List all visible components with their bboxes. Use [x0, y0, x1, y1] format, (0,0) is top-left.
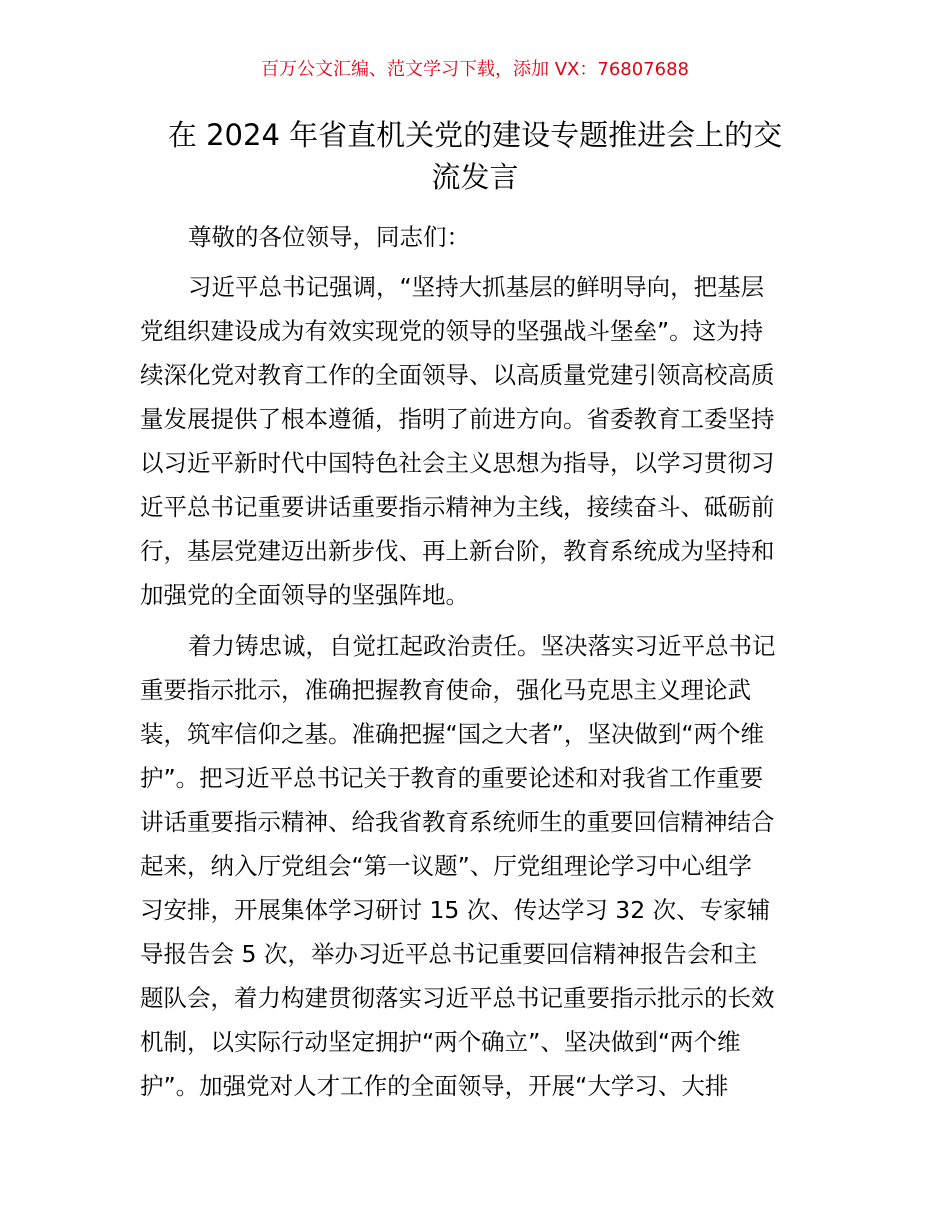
paragraph-line: 重要指示批示，准确把握教育使命，强化马克思主义理论武: [140, 676, 751, 704]
paragraph-line: 护”。加强党对人才工作的全面领导，开展“大学习、大排: [140, 1072, 729, 1100]
paragraph-line: 起来，纳入厅党组会“第一议题”、厅党组理论学习中心组学: [140, 852, 752, 880]
page-title: [140, 114, 810, 198]
paragraph-line: 以习近平新时代中国特色社会主义思想为指导，以学习贯彻习: [140, 449, 775, 477]
paragraph-line: 题队会，着力构建贯彻落实习近平总书记重要指示批示的长效: [140, 984, 775, 1012]
paragraph-line: 近平总书记重要讲话重要指示精神为主线，接续奋斗、砥砺前: [140, 493, 775, 521]
salutation: 尊敬的各位领导，同志们：: [188, 223, 470, 251]
paragraph-line: 加强党的全面领导的坚强阵地。: [140, 581, 469, 609]
title-line-2: 流发言: [431, 160, 519, 194]
paragraph-line: 党组织建设成为有效实现党的领导的坚强战斗堡垒”。这为持: [140, 317, 764, 345]
paragraph-line: 导报告会 5 次，举办习近平总书记重要回信精神报告会和主: [140, 940, 758, 968]
paragraph-line: 续深化党对教育工作的全面领导、以高质量党建引领高校高质: [140, 361, 775, 389]
title-line-1: 在 2024 年省直机关党的建设专题推进会上的交: [167, 118, 783, 152]
paragraph-line: 机制，以实际行动坚定拥护“两个确立”、坚决做到“两个维: [140, 1028, 741, 1056]
paragraph-line: 量发展提供了根本遵循，指明了前进方向。省委教育工委坚持: [140, 405, 775, 433]
paragraph-line: 讲话重要指示精神、给我省教育系统师生的重要回信精神结合: [140, 808, 775, 836]
paragraph-line: 护”。把习近平总书记关于教育的重要论述和对我省工作重要: [140, 764, 764, 792]
download-watermark-note: 百万公文汇编、范文学习下载，添加 VX：76807688: [261, 59, 689, 80]
paragraph-line: 行，基层党建迈出新步伐、再上新台阶，教育系统成为坚持和: [140, 537, 775, 565]
paragraph-line: 装，筑牢信仰之基。准确把握“国之大者”，坚决做到“两个维: [140, 720, 765, 748]
paragraph-line: 着力铸忠诚，自觉扛起政治责任。坚决落实习近平总书记: [188, 632, 776, 660]
paragraph-line: 习近平总书记强调，“坚持大抓基层的鲜明导向，把基层: [188, 273, 765, 301]
paragraph-line: 习安排，开展集体学习研讨 15 次、传达学习 32 次、专家辅: [140, 896, 771, 924]
